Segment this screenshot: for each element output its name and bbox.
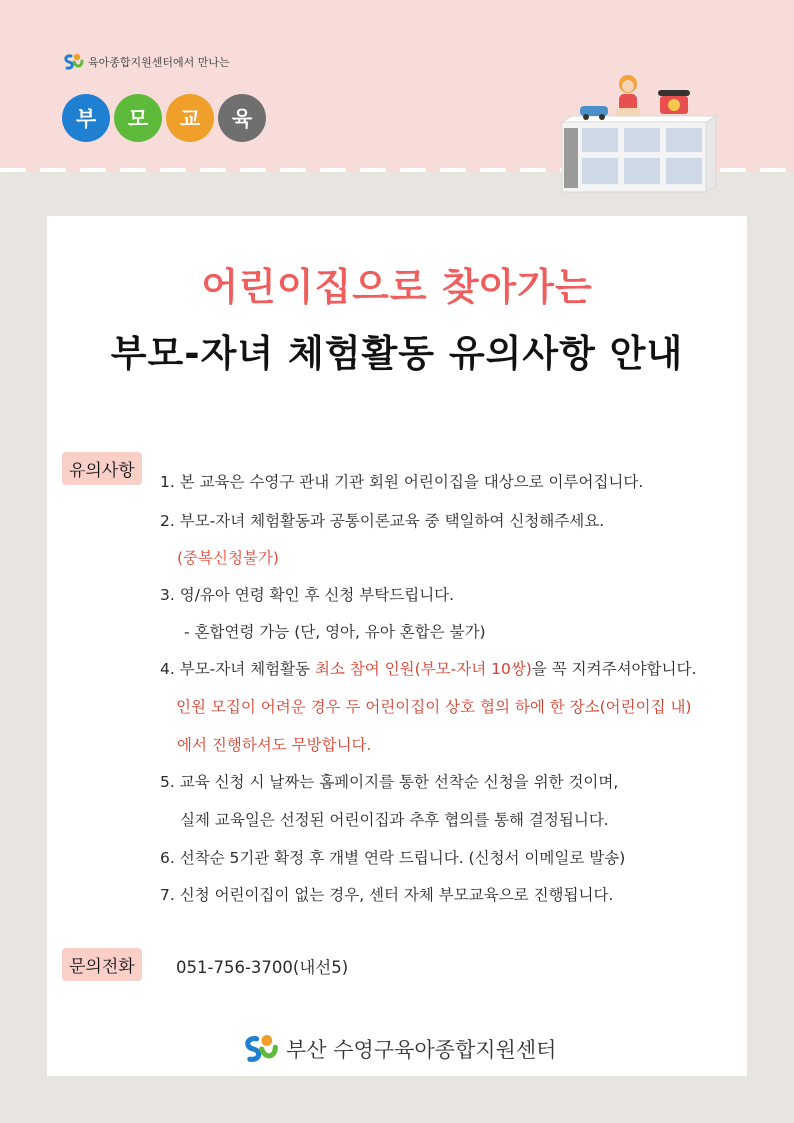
badge-mo: 모 [114,94,162,142]
note-item-4-remark-1: 인원 모집이 어려운 경우 두 어린이집이 상호 협의 하에 한 장소(어린이집 내) [176,698,692,716]
note-item-4-lead: 4. 부모-자녀 체험활동 [160,660,315,678]
note-item-7: 7. 신청 어린이집이 없는 경우, 센터 자체 부모교육으로 진행됩니다. [160,886,614,904]
note-item-3: 3. 영/유아 연령 확인 후 신청 부탁드립니다. [160,586,455,604]
contact-heading: 문의전화 [62,948,142,981]
note-item-4 [160,657,696,679]
note-item-5: 5. 교육 신청 시 날짜는 홈페이지를 통한 선착순 신청을 위한 것이며, [160,773,619,791]
center-logo-icon [62,52,84,72]
title-line-2: 부모-자녀 체험활동 유의사항 안내 [110,332,684,375]
brand-tagline: 육아종합지원센터에서 만나는 [88,56,230,69]
center-logo-icon [240,1032,280,1066]
badge-bu: 부 [62,94,110,142]
note-item-2-remark: (중복신청불가) [177,549,279,567]
note-item-3-sub: - 혼합연령 가능 (단, 영아, 유아 혼합은 불가) [184,623,486,641]
note-item-1: 1. 본 교육은 수영구 관내 기관 회원 어린이집을 대상으로 이루어집니다. [160,473,644,491]
badge-yuk: 육 [218,94,266,142]
brand-tagline-row [62,52,230,72]
program-badges [62,94,266,142]
footer-org-name: 부산 수영구육아종합지원센터 [286,1038,557,1062]
notes-heading: 유의사항 [62,452,142,485]
note-item-2: 2. 부모-자녀 체험활동과 공통이론교육 중 택일하여 신청해주세요. [160,512,605,530]
note-item-4-remark-2: 에서 진행하셔도 무방합니다. [177,736,372,754]
toy-shelf-illustration [556,70,726,194]
contact-phone: 051-756-3700(내선5) [176,958,349,977]
title-line-1: 어린이집으로 찾아가는 [201,265,593,309]
note-item-4-tail: 을 꼭 지켜주셔야합니다. [531,660,697,678]
badge-gyo: 교 [166,94,214,142]
note-item-6: 6. 선착순 5기관 확정 후 개별 연락 드립니다. (신청서 이메일로 발송) [160,849,626,867]
footer-org [240,1032,556,1066]
note-item-4-highlight: 최소 참여 인원(부모-자녀 10쌍) [314,660,532,678]
note-item-5-cont: 실제 교육일은 선정된 어린이집과 추후 협의를 통해 결정됩니다. [180,811,609,829]
